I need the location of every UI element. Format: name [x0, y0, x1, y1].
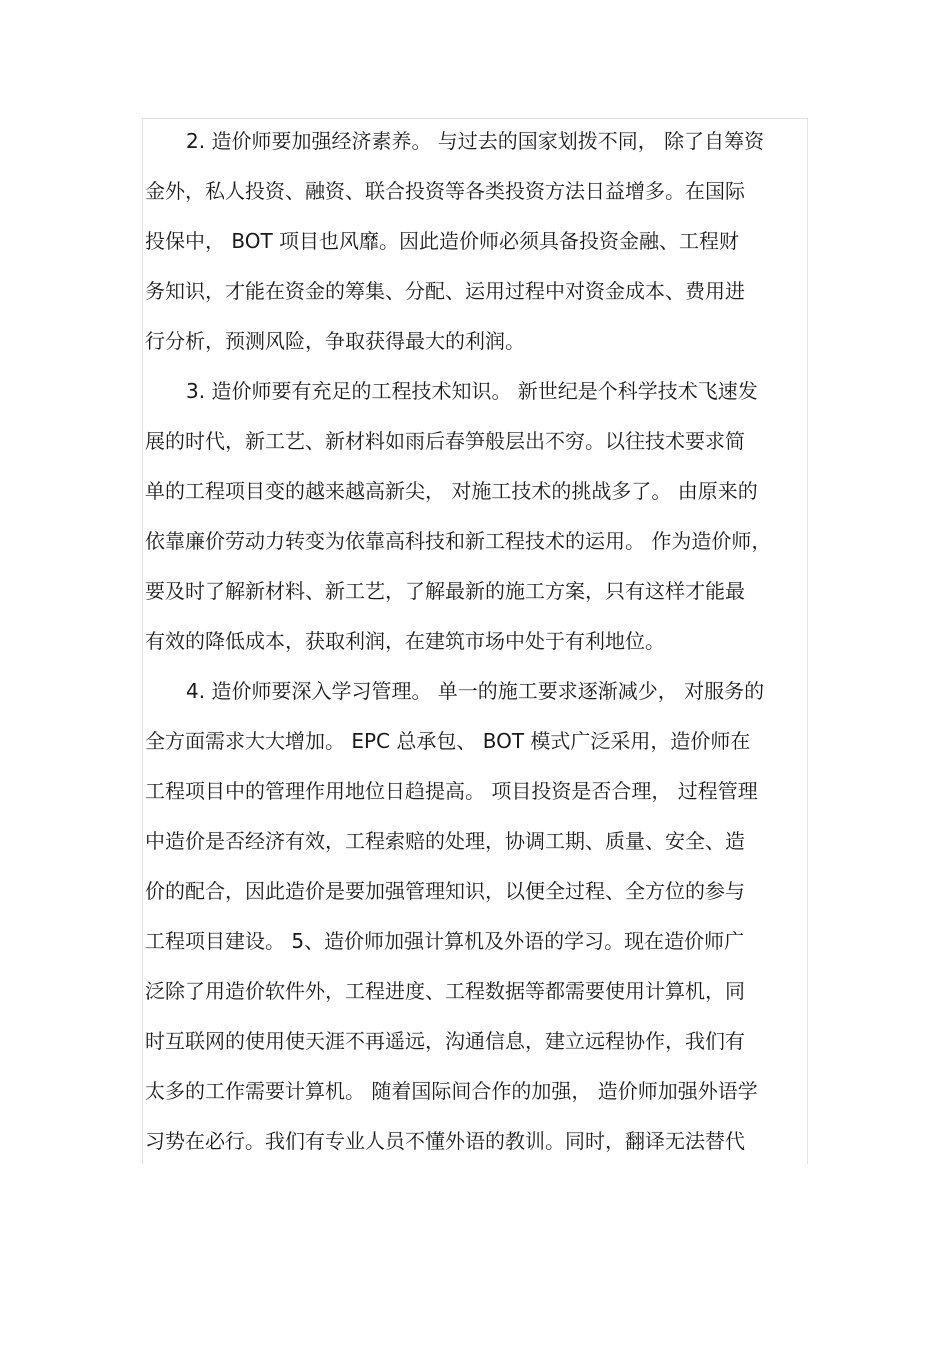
- text-line: 投保中， BOT 项目也风靡。因此造价师必须具备投资金融、工程财: [145, 229, 740, 253]
- text-line: 泛除了用造价软件外，工程进度、工程数据等都需要使用计算机，同: [145, 979, 745, 1003]
- text-line: 展的时代，新工艺、新材料如雨后春笋般层出不穷。以往技术要求简: [145, 429, 745, 453]
- text-line: 有效的降低成本，获取利润，在建筑市场中处于有利地位。: [145, 629, 665, 653]
- text-line: 时互联网的使用使天涯不再遥远，沟通信息，建立远程协作，我们有: [145, 1029, 745, 1053]
- text-line: 全方面需求大大增加。 EPC 总承包、 BOT 模式广泛采用，造价师在: [145, 729, 751, 753]
- text-line: 3. 造价师要有充足的工程技术知识。 新世纪是个科学技术飞速发: [186, 379, 758, 403]
- text-line: 2. 造价师要加强经济素养。 与过去的国家划拨不同， 除了自筹资: [186, 129, 765, 153]
- text-line: 工程项目建设。 5、造价师加强计算机及外语的学习。现在造价师广: [145, 929, 745, 953]
- text-line: 中造价是否经济有效，工程索赔的处理，协调工期、质量、安全、造: [145, 829, 745, 853]
- text-line: 务知识，才能在资金的筹集、分配、运用过程中对资金成本、费用进: [145, 279, 745, 303]
- text-line: 太多的工作需要计算机。 随着国际间合作的加强， 造价师加强外语学: [145, 1079, 758, 1103]
- text-line: 4. 造价师要深入学习管理。 单一的施工要求逐渐减少， 对服务的: [186, 679, 765, 703]
- text-line: 价的配合，因此造价是要加强管理知识，以便全过程、全方位的参与: [145, 879, 745, 903]
- text-line: 习势在必行。我们有专业人员不懂外语的教训。同时，翻译无法替代: [145, 1129, 745, 1153]
- text-line: 工程项目中的管理作用地位日趋提高。 项目投资是否合理， 过程管理: [145, 779, 758, 803]
- text-line: 行分析，预测风险，争取获得最大的利润。: [145, 329, 525, 353]
- text-line: 金外，私人投资、融资、联合投资等各类投资方法日益增多。在国际: [145, 179, 745, 203]
- text-line: 单的工程项目变的越来越高新尖， 对施工技术的挑战多了。 由原来的: [145, 479, 758, 503]
- text-line: 依靠廉价劳动力转变为依靠高科技和新工程技术的运用。 作为造价师，: [145, 529, 772, 553]
- text-line: 要及时了解新材料、新工艺，了解最新的施工方案，只有这样才能最: [145, 579, 745, 603]
